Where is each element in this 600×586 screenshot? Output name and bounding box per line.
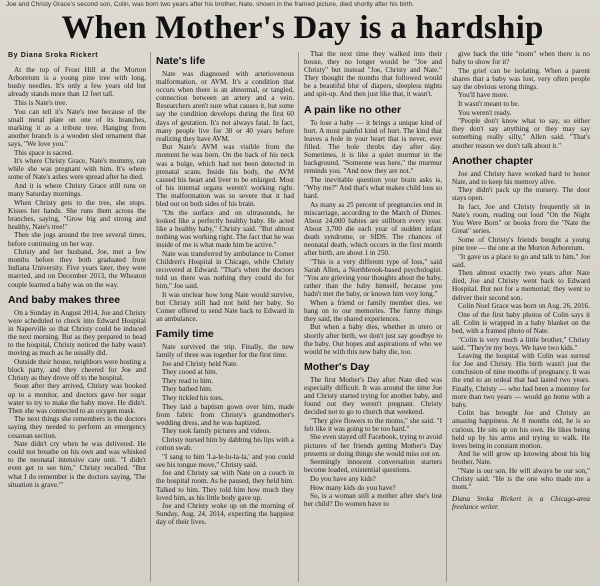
- article-paragraph: Nate survived the trip. Finally, the new family of three was together for the first time.: [156, 342, 294, 359]
- article-paragraph: Nate was diagnosed with arteriovenous malformation, or AVM. It's a condition that occurs when there is an abnormal, or tangled, connection between an artery and a vein. Researchers aren't sure what causes it, but some say the condition develops during the first 60 days of gestation. It's not always fatal. In fact, many people live for 30 or 40 years before realizing they have AVM.: [156, 70, 294, 143]
- article-paragraph: Joe and Christy woke up on the morning of Sunday, Aug. 24, 2014, expecting the happiest day of their lives.: [156, 502, 294, 527]
- article-paragraph: give back the title "mom" when there is no baby to show for it?: [452, 50, 590, 67]
- article-paragraph: "Nate is our son. He will always be our son," Christy said. "He is the one who made me a mom.": [452, 467, 590, 492]
- article-paragraph: You can tell it's Nate's tree because of the small metal plate on one of its branches, marking it as a tribute tree. Hanging from another branch is a wooden sled ornament that says, "We love you.": [8, 107, 146, 148]
- article-paragraph: In fact, Joe and Christy frequently sit in Nate's room, reading out loud "On the Night You Were Born" or books from the "Nate the Great" series.: [452, 203, 590, 236]
- article-paragraph: The inevitable question your brain asks is, "Why me?" And that's what makes child loss so hard.: [304, 175, 442, 200]
- article-paragraph: Nate was transferred by ambulance to Comer Children's Hospital in Chicago, while Christy recovered at Edward. "That's when the doctors told us there was nothing they could do for him," Joe said.: [156, 249, 294, 290]
- article-paragraph: When Christy gets to the tree, she stops. Kisses her hands. She runs them across the branches, saying, "Grow big and strong and healthy, Nate's tree!": [8, 198, 146, 231]
- article-paragraph: That the next time they walked into their house, they no longer would be "Joe and Christy" but instead "Joe, Christy and Nate." They thought the months that followed would be a beautiful blur of diapers, sleepless nights and spit-up. And then just like that, it wasn't.: [304, 50, 442, 99]
- article-paragraph: She even stayed off Facebook, trying to avoid pictures of her friends getting Mother's Day presents or doing things she would miss out on.: [304, 433, 442, 458]
- article-paragraph: They tickled his toes.: [162, 393, 224, 402]
- article-column-2: [156, 50, 294, 584]
- article-paragraph: And it is where Christy Grace still runs on many Saturday mornings.: [8, 181, 146, 198]
- article-paragraph: "People don't know what to say, so either they don't say anything or they may say something really silly," Allen said. "That's another reason we don't talk about it.": [452, 117, 590, 150]
- article-paragraph: So, is a woman still a mother after she's lost her child? Do women have to: [304, 492, 442, 509]
- byline: By Diana Sroka Rickert: [8, 52, 99, 59]
- article-paragraph: Seemingly innocent conversation starters become loaded, existential questions.: [304, 458, 442, 475]
- article-paragraph: Christy and her husband, Joe, met a few months before they both graduated from Indiana University. Five years later, they were married, and on December 2013, the Wheaton couple learned a baby was on the way.: [8, 248, 146, 289]
- article-paragraph: And he will grow up knowing about his big brother, Nate.: [452, 450, 590, 467]
- article-paragraph: They laid a baptism gown over him, made from fabric from Christy's grandmother's wedding dress, and he was baptized.: [156, 402, 294, 427]
- section-heading: Nate's life: [156, 55, 206, 67]
- article-paragraph: But Nate's AVM was visible from the moment he was born. On the back of his neck was a bulge, which had not been detected in prenatal scans. Inside his body, the AVM caused his heart and liver to be enlarged. Most of his internal organs weren't working right. The malformation was so severe that it had bled out on both sides of his brain.: [156, 143, 294, 208]
- article-paragraph: To lose a baby — it brings a unique kind of hurt. A most painful kind of hurt. The kind that leaves a hole in your heart that is never, ever filled. The hole throbs day after day. Sometimes, it is like a quiet murmur in the background. "Someone was here," the murmur reminds you. "And now they are not.": [304, 118, 442, 176]
- article-paragraph: They took family pictures and videos.: [162, 427, 271, 436]
- column-divider: [446, 52, 447, 582]
- article-paragraph: "They give flowers to the moms," she said. "I felt like it was going to be too hard.": [304, 416, 442, 433]
- section-heading: Mother's Day: [304, 360, 370, 373]
- article-paragraph: The grief can be isolating. When a parent shares that a baby was lost, very often people say the obvious wrong things.: [452, 66, 590, 91]
- column-divider: [298, 52, 299, 582]
- article-paragraph: "I sang to him 'La-le-lu-la-la,' and you could see his tongue move," Christy said.: [156, 452, 294, 469]
- article-paragraph: Nate didn't cry when he was delivered. He could not breathe on his own and was whisked to the neonatal intensive care unit. "I didn't even get to see him," Christy recalled. "But what I do remember is the doctors saying, 'The situation is grave.'": [8, 440, 146, 489]
- column-divider: [150, 52, 151, 582]
- article-paragraph: Soon after they arrived, Christy was hooked up to a monitor, and doctors gave her sugar water to try to make the baby move. He didn't. Then she was connected to an oxygen mask.: [8, 382, 146, 415]
- article-paragraph: Then she jogs around the tree several times, before continuing on her way.: [8, 231, 146, 248]
- section-heading: Another chapter: [452, 154, 534, 167]
- article-paragraph: At the top of Frost Hill at the Morton Arboretum is a young pine tree with long, bushy needles. It's only a few years old but already stands more than 12 feet tall.: [8, 66, 146, 99]
- article-paragraph: "It gave us a place to go and talk to him," Joe said.: [452, 252, 590, 269]
- article-paragraph: "On the surface and on ultrasounds, he looked like a perfectly healthy baby. He acted like a healthy baby," Christy said. "But almost nothing was working right. The fact that he was inside of me is what made him be active.": [156, 208, 294, 249]
- article-paragraph: How many kids do you have?: [310, 483, 396, 492]
- article-paragraph: Some of Christy's friends bought a young pine tree — the one at the Morton Arboretum.: [452, 235, 590, 252]
- section-heading: And baby makes three: [8, 293, 121, 306]
- article-paragraph: As many as 25 percent of pregnancies end in miscarriage, according to the March of Dimes. About 24,000 babies are stillborn every year. About 3,700 die each year of sudden infant death syndrome, or SIDS. The chances of neonatal death, which occurs in the first month after birth, are about 1 in 250.: [304, 200, 442, 258]
- article-paragraph: Joe and Christy have worked hard to honor Nate, and to keep his memory alive.: [452, 169, 590, 186]
- article-paragraph: The first Mother's Day after Nate died was especially difficult. It was around the time Joe and Christy started trying for another baby, and found out they weren't pregnant. Christy decided not to go to church that weekend.: [304, 375, 442, 417]
- article-paragraph: Joe and Christy held Nate.: [162, 359, 239, 368]
- article-paragraph: "Colin is very much a little brother," Christy said. "They're my boys. We have two kids.": [452, 335, 590, 352]
- article-paragraph: They didn't pack up the nursery. The door stays open.: [452, 186, 590, 203]
- article-paragraph: You weren't ready.: [458, 108, 512, 117]
- article-paragraph: Do you have any kids?: [310, 474, 376, 483]
- article-paragraph: They read to him.: [162, 376, 214, 385]
- article-paragraph: Colin has brought Joe and Christy an amazing happiness. At 8 months old, he is so curious. He sits up on his own. He likes being held up by his arms and trying to walk. He loves being in constant motion.: [452, 409, 590, 450]
- article-paragraph: The next things she remembers is the doctors saying they needed to perform an emergency cesarean section.: [8, 415, 146, 440]
- article-paragraph: Colin Noel Grace was born on Aug. 26, 2016.: [458, 302, 590, 311]
- article-paragraph: It's where Christy Grace, Nate's mommy, ran while she was pregnant with him. It's where some of Nate's ashes were spread after he died.: [8, 157, 146, 182]
- article-paragraph: Outside their house, neighbors were hosting a block party, and they cheered for Joe and Christy as they drove off to the hospital.: [8, 357, 146, 382]
- article-paragraph: Joe and Christy sat with Nate on a couch in the hospital room. As he paused, they held him. Talked to him. They told him how much they loved him, as his little body gave up.: [156, 469, 294, 502]
- article-paragraph: They bathed him.: [162, 385, 213, 394]
- article-paragraph: Then almost exactly two years after Nate died, Joe and Christy went back to Edward Hospital. But not for a memorial; they went to deliver their second son.: [452, 269, 590, 302]
- article-paragraph: When a friend or family member dies, we hang on to our memories. The funny things they said, the shared experiences.: [304, 298, 442, 323]
- article-paragraph: Leaving the hospital with Colin was surreal for Joe and Christy. His birth wasn't just the conclusion of nine months of pregnancy. It was the end to an ordeal that had lasted two years. Finally, Christy — who had been a mommy for more than two years — would go home with a baby.: [452, 352, 590, 409]
- article-paragraph: This space is sacred.: [14, 148, 74, 157]
- article-paragraph: It was unclear how long Nate would survive, but Christy still had not held her baby. So Comer offered to send Nate back to Edward in an ambulance.: [156, 290, 294, 323]
- article-paragraph: Christy nursed him by dabbing his lips with a cotton swab.: [156, 435, 294, 453]
- author-bio: Diana Sroka Rickert is a Chicago-area freelance writer.: [452, 495, 590, 512]
- headline: When Mother's Day is a hardship: [61, 10, 544, 46]
- photo-caption: Joe and Christy Grace's second son, Colin, was born two years after his brother, Nate, shown in the framed picture, died shortly after his birth.: [6, 1, 415, 8]
- article-paragraph: They cooed at him.: [162, 368, 218, 377]
- article-paragraph: But when a baby dies, whether in utero or shortly after birth, we don't just say goodbye to the baby. Our hopes and aspirations of who we would be with this new baby die, too.: [304, 323, 442, 356]
- article-paragraph: On a Sunday in August 2014, Joe and Christy were scheduled to check into Edward Hospital in Naperville so that Christy could be induced the next morning. But as they prepared to head to the hospital, Christy noticed the baby wasn't moving as much as he usually did.: [8, 308, 146, 358]
- article-paragraph: It wasn't meant to be.: [458, 100, 520, 109]
- section-heading: A pain like no other: [304, 103, 402, 116]
- article-column-4: [452, 50, 590, 584]
- article-column-3: [304, 50, 442, 584]
- article-paragraph: "This is a very different type of loss," said Sarah Allen, a Northbrook-based psychologist. "You are grieving your thoughts about the baby, rather than the baby himself, because you hadn't met the baby, or known him very long.": [304, 257, 442, 299]
- section-heading: Family time: [156, 327, 214, 340]
- article-paragraph: This is Nate's tree.: [14, 98, 68, 107]
- article-column-1: [8, 50, 146, 584]
- article-paragraph: You'll have more.: [458, 91, 509, 100]
- article-paragraph: One of the first baby photos of Colin says it all. Colin is wrapped in a baby blanket on the bed, with a framed photo of Nate.: [452, 310, 590, 335]
